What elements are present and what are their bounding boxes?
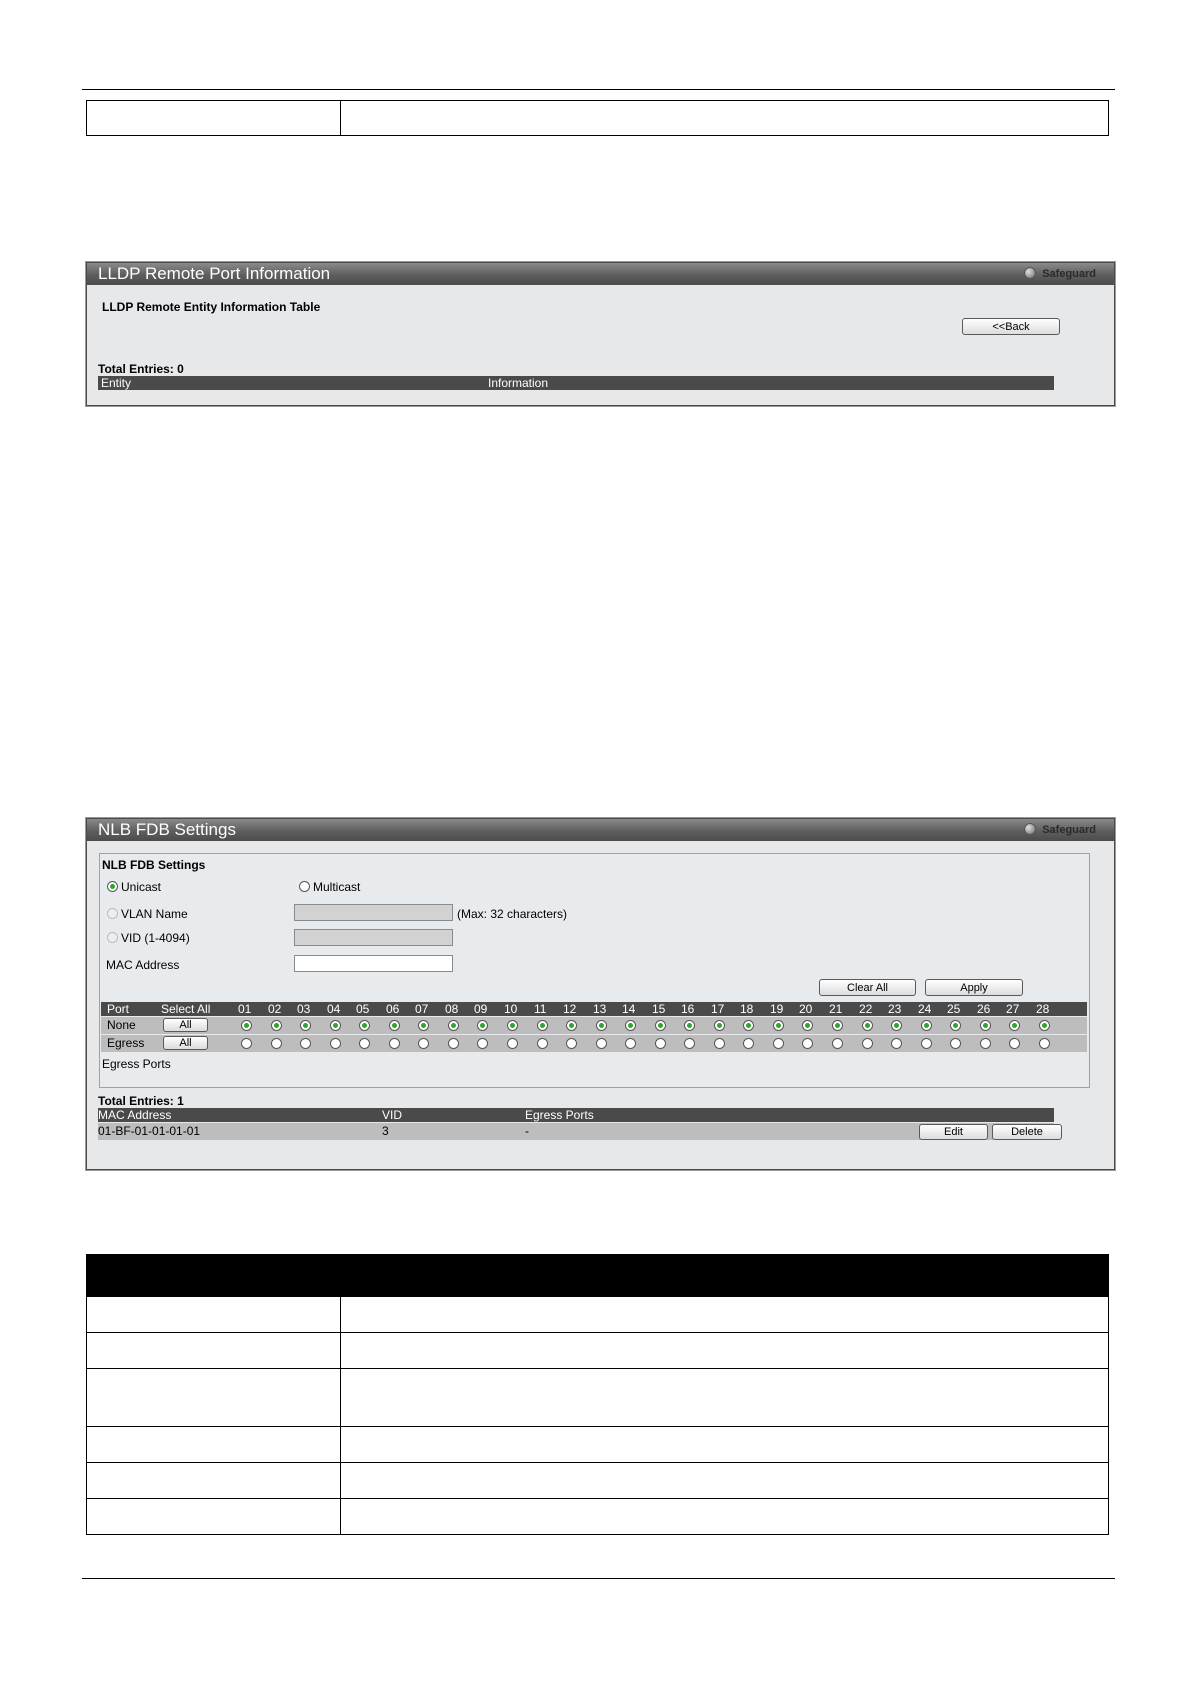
port-header: Port [107,1002,130,1016]
total-entries: Total Entries: 0 [98,362,184,376]
doc-cell [87,101,341,136]
port-label-22: 22 [859,1002,873,1016]
lldp-remote-port-panel [86,262,1115,406]
none-radio-port-08[interactable] [448,1020,459,1031]
port-label-24: 24 [918,1002,932,1016]
none-radio-port-07[interactable] [418,1020,429,1031]
none-radio-port-11[interactable] [537,1020,548,1031]
table-row [98,1123,1054,1140]
egress-radio-port-04[interactable] [330,1038,341,1049]
port-label-20: 20 [799,1002,813,1016]
vlan-name-hint: (Max: 32 characters) [457,907,568,921]
top-doc-table [86,100,1109,136]
bottom-rule [82,1578,1115,1579]
port-label-07: 07 [415,1002,429,1016]
desc-cell [341,1463,1109,1499]
none-radio-port-05[interactable] [359,1020,370,1031]
none-radio-port-23[interactable] [891,1020,902,1031]
delete-button[interactable]: Delete [992,1124,1062,1140]
port-label-01: 01 [238,1002,252,1016]
port-label-02: 02 [268,1002,282,1016]
safeguard-label: Safeguard [1042,824,1096,836]
port-label-08: 08 [445,1002,459,1016]
egress-radio-port-23[interactable] [891,1038,902,1049]
egress-radio-port-24[interactable] [921,1038,932,1049]
none-radio-port-03[interactable] [300,1020,311,1031]
col-header-egress: Egress Ports [525,1108,594,1122]
port-label-19: 19 [770,1002,784,1016]
none-radio-port-15[interactable] [655,1020,666,1031]
egress-radio-port-16[interactable] [684,1038,695,1049]
port-label-12: 12 [563,1002,577,1016]
row-egress: - [525,1124,529,1138]
panel-titlebar [87,263,1114,285]
settings-box [99,853,1090,1088]
none-radio-port-27[interactable] [1009,1020,1020,1031]
safeguard-indicator[interactable] [1024,819,1096,841]
vid-label: VID (1-4094) [121,931,190,945]
doc-cell [341,101,1109,136]
port-label-27: 27 [1006,1002,1020,1016]
none-radio-port-26[interactable] [980,1020,991,1031]
safeguard-icon [1024,823,1036,835]
none-radio-port-14[interactable] [625,1020,636,1031]
none-radio-port-13[interactable] [596,1020,607,1031]
table-header-bar [87,1255,1109,1297]
port-label-18: 18 [740,1002,754,1016]
egress-radio-port-13[interactable] [596,1038,607,1049]
panel-title: NLB FDB Settings [98,820,236,839]
egress-radio-port-03[interactable] [300,1038,311,1049]
port-label-28: 28 [1036,1002,1050,1016]
total-entries: Total Entries: 1 [98,1094,184,1108]
port-label-15: 15 [652,1002,666,1016]
safeguard-label: Safeguard [1042,268,1096,280]
vid-input[interactable] [294,929,453,946]
none-radio-port-19[interactable] [773,1020,784,1031]
none-radio-port-12[interactable] [566,1020,577,1031]
none-radio-port-16[interactable] [684,1020,695,1031]
parameter-table [86,1254,1109,1535]
egress-radio-port-19[interactable] [773,1038,784,1049]
none-radio-port-20[interactable] [802,1020,813,1031]
port-label-14: 14 [622,1002,636,1016]
none-label: None [107,1018,136,1032]
none-radio-port-02[interactable] [271,1020,282,1031]
entries-table-header [98,1108,1054,1122]
select-all-header: Select All [161,1002,211,1016]
egress-row [101,1035,1087,1052]
safeguard-indicator[interactable] [1024,263,1096,285]
table-header [98,376,1054,390]
egress-radio-port-02[interactable] [271,1038,282,1049]
param-cell [87,1333,341,1369]
unicast-radio[interactable] [107,881,118,892]
desc-cell [341,1333,1109,1369]
egress-all-button[interactable]: All [163,1036,208,1050]
panel-titlebar [87,819,1114,841]
egress-radio-port-01[interactable] [241,1038,252,1049]
vlan-name-label: VLAN Name [121,907,188,921]
egress-radio-port-11[interactable] [537,1038,548,1049]
egress-radio-port-09[interactable] [477,1038,488,1049]
none-radio-port-17[interactable] [714,1020,725,1031]
port-label-09: 09 [474,1002,488,1016]
col-header-entity: Entity [101,376,132,390]
row-vid: 3 [382,1124,389,1138]
desc-cell [341,1427,1109,1463]
none-radio-port-09[interactable] [477,1020,488,1031]
none-radio-port-21[interactable] [832,1020,843,1031]
egress-radio-port-07[interactable] [418,1038,429,1049]
col-header-mac: MAC Address [98,1108,172,1122]
edit-button[interactable]: Edit [919,1124,988,1140]
none-radio-port-24[interactable] [921,1020,932,1031]
port-label-16: 16 [681,1002,695,1016]
unicast-label: Unicast [121,880,162,894]
none-radio-port-18[interactable] [743,1020,754,1031]
none-radio-port-10[interactable] [507,1020,518,1031]
port-label-13: 13 [593,1002,607,1016]
egress-radio-port-08[interactable] [448,1038,459,1049]
apply-button[interactable]: Apply [925,979,1023,996]
port-label-26: 26 [977,1002,991,1016]
multicast-radio[interactable] [299,881,310,892]
port-label-06: 06 [386,1002,400,1016]
egress-radio-port-10[interactable] [507,1038,518,1049]
egress-radio-port-28[interactable] [1039,1038,1050,1049]
vid-radio[interactable] [107,932,118,943]
egress-radio-port-21[interactable] [832,1038,843,1049]
egress-radio-port-06[interactable] [389,1038,400,1049]
port-label-10: 10 [504,1002,518,1016]
port-label-04: 04 [327,1002,341,1016]
port-label-03: 03 [297,1002,311,1016]
egress-radio-port-25[interactable] [950,1038,961,1049]
param-cell [87,1499,341,1535]
mac-address-input[interactable] [294,955,453,972]
port-header-row [101,1002,1087,1016]
port-label-21: 21 [829,1002,843,1016]
egress-radio-port-20[interactable] [802,1038,813,1049]
top-rule [82,89,1115,90]
param-cell [87,1427,341,1463]
egress-radio-port-15[interactable] [655,1038,666,1049]
vlan-name-radio[interactable] [107,908,118,919]
desc-cell [341,1297,1109,1333]
col-header-information: Information [488,376,549,390]
back-button[interactable]: <<Back [962,318,1060,335]
port-label-25: 25 [947,1002,961,1016]
vlan-name-input[interactable] [294,904,453,921]
none-radio-port-01[interactable] [241,1020,252,1031]
egress-radio-port-14[interactable] [625,1038,636,1049]
table-title: LLDP Remote Entity Information Table [102,300,321,314]
egress-radio-port-26[interactable] [980,1038,991,1049]
nlb-fdb-settings-panel [86,818,1115,1170]
clear-all-button[interactable]: Clear All [819,979,916,996]
egress-label: Egress [107,1036,145,1050]
mac-address-label: MAC Address [106,958,180,972]
param-cell [87,1463,341,1499]
col-header-vid: VID [382,1108,403,1122]
none-radio-port-04[interactable] [330,1020,341,1031]
multicast-label: Multicast [313,880,361,894]
port-label-23: 23 [888,1002,902,1016]
egress-radio-port-22[interactable] [862,1038,873,1049]
param-cell [87,1297,341,1333]
panel-title: LLDP Remote Port Information [98,264,331,283]
none-radio-port-22[interactable] [862,1020,873,1031]
none-radio-port-28[interactable] [1039,1020,1050,1031]
egress-radio-port-18[interactable] [743,1038,754,1049]
desc-cell [341,1369,1109,1427]
param-cell [87,1369,341,1427]
egress-radio-port-05[interactable] [359,1038,370,1049]
none-radio-port-06[interactable] [389,1020,400,1031]
egress-ports-label: Egress Ports [102,1057,171,1071]
row-mac: 01-BF-01-01-01-01 [98,1124,201,1138]
egress-radio-port-27[interactable] [1009,1038,1020,1049]
safeguard-icon [1024,267,1036,279]
egress-radio-port-12[interactable] [566,1038,577,1049]
section-title: NLB FDB Settings [102,858,206,872]
none-row [101,1017,1087,1034]
port-label-05: 05 [356,1002,370,1016]
desc-cell [341,1499,1109,1535]
port-label-11: 11 [534,1002,547,1016]
port-label-17: 17 [711,1002,725,1016]
none-radio-port-25[interactable] [950,1020,961,1031]
none-all-button[interactable]: All [163,1018,208,1032]
egress-radio-port-17[interactable] [714,1038,725,1049]
